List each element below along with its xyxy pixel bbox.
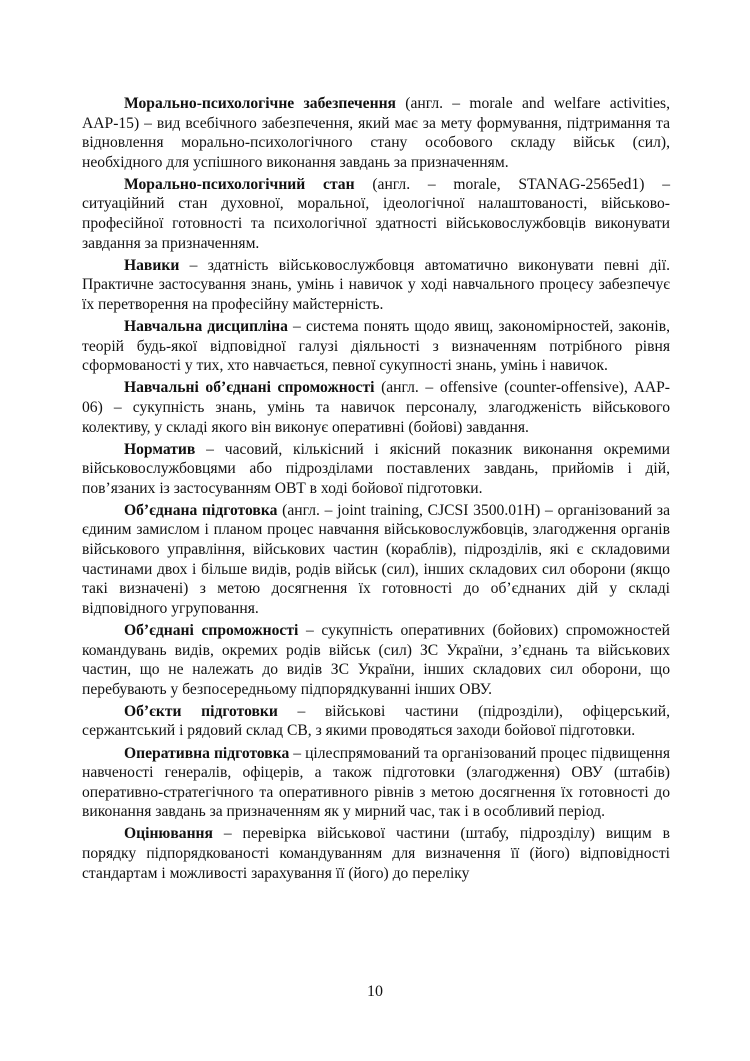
entry-term: Об’єкти підготовки (124, 702, 278, 720)
glossary-entry (82, 621, 670, 699)
entry-definition: – цілеспрямований та організований процес підвищення навченості генералів, офіцерів, а також підготовки (злагодження) ОВУ (штабів) оперативно-стратегічного та оперативного рівнів з метою досягнення їх готовності до виконання завдань за призначенням як у мирний час, так і в особливий період. (82, 744, 671, 821)
entry-term: Морально-психологічний стан (124, 175, 355, 193)
entry-term: Норматив (124, 440, 196, 458)
entry-term: Об’єднані спроможності (124, 621, 299, 639)
entry-definition: – часовий, кількісний і якісний показник виконання окремими військовослужбовцями або підрозділами поставлених завдань, прийомів і дій, пов’язаних із застосуванням ОВТ в ході бойової підготовки. (82, 440, 670, 497)
entry-term: Морально-психологічне забезпечення (124, 95, 396, 112)
glossary-entry (82, 317, 670, 376)
glossary-entry (82, 824, 670, 883)
page-number: 10 (367, 983, 383, 1000)
glossary-content (82, 94, 670, 886)
entry-definition: – військові частини (підрозділи), офіцерський, сержантський і рядовий склад СВ, з якими проводяться заходи бойової підготовки. (82, 702, 670, 740)
glossary-entry (82, 702, 670, 741)
entry-term: Об’єднана підготовка (124, 501, 278, 519)
entry-definition: (англ. – morale, STANAG-2565ed1) – ситуаційний стан духовної, моральної, ідеологічної налаштованості, військово-професійної готовності та психологічної здатності військовослужбовців виконувати завдання за призначенням. (82, 175, 670, 252)
glossary-entry (82, 256, 670, 315)
entry-definition: – сукупність оперативних (бойових) спроможностей командувань видів, окремих родів військ (сил) ЗС України, з’єднань та військових частин, що не належать до видів ЗС України, інших складових сил оборони, що перебувають у безпосередньому підпорядкуванні інших ОВУ. (82, 621, 670, 698)
glossary-entry (82, 744, 670, 822)
entry-term: Навчальні об’єднані спроможності (124, 379, 375, 397)
entry-term: Навчальна дисципліна (124, 318, 288, 336)
entry-term: Оцінювання (124, 825, 213, 843)
entry-term: Навики (124, 256, 180, 274)
entry-definition: – перевірка військової частини (штабу, підрозділу) вищим в порядку підпорядкованості командуванням для визначення її (його) відповідності стандартам і можливості зарахування її (його) до переліку (82, 825, 670, 882)
glossary-entry (82, 175, 670, 253)
entry-definition: (англ. – joint training, CJCSI 3500.01H) – організований за єдиним замислом і планом процес навчання військовослужбовців, злагодження органів військового управління, військових частин (кораблів), підрозділів, які є складовими частинами двох і більше видів, родів військ (сил), інших складових сил оборони (якщо такі визначені) з метою досягнення їх готовності до об’єднаних дій у складі відповідного угруповання. (82, 501, 671, 617)
glossary-entry (82, 501, 670, 619)
entry-definition: (англ. – morale and welfare activities, AAP-15) – вид всебічного забезпечення, який має за мету формування, підтримання та відновлення морально-психологічного стану особового складу військ (сил), необхідного для успішного виконання завдань за призначенням. (82, 95, 670, 171)
entry-term: Оперативна підготовка (124, 744, 290, 762)
glossary-entry (82, 94, 670, 172)
glossary-entry (82, 378, 670, 437)
entry-definition: – здатність військовослужбовця автоматично виконувати певні дії. Практичне застосування знань, умінь і навичок у ході навчального процесу забезпечує їх перетворення на професійну майстерність. (82, 256, 670, 313)
entry-definition: (англ. – offensive (counter-offensive), AAP-06) – сукупність знань, умінь та навичок персоналу, злагодженість військового колективу, у складі якого він виконує оперативні (бойові) завдання. (82, 379, 670, 436)
entry-definition: – система понять щодо явищ, закономірностей, законів, теорій будь-якої відповідної галузі діяльності з визначенням потрібного рівня сформованості у тих, хто навчається, певної сукупності знань, умінь і навичок. (82, 318, 670, 375)
glossary-entry (82, 440, 670, 499)
